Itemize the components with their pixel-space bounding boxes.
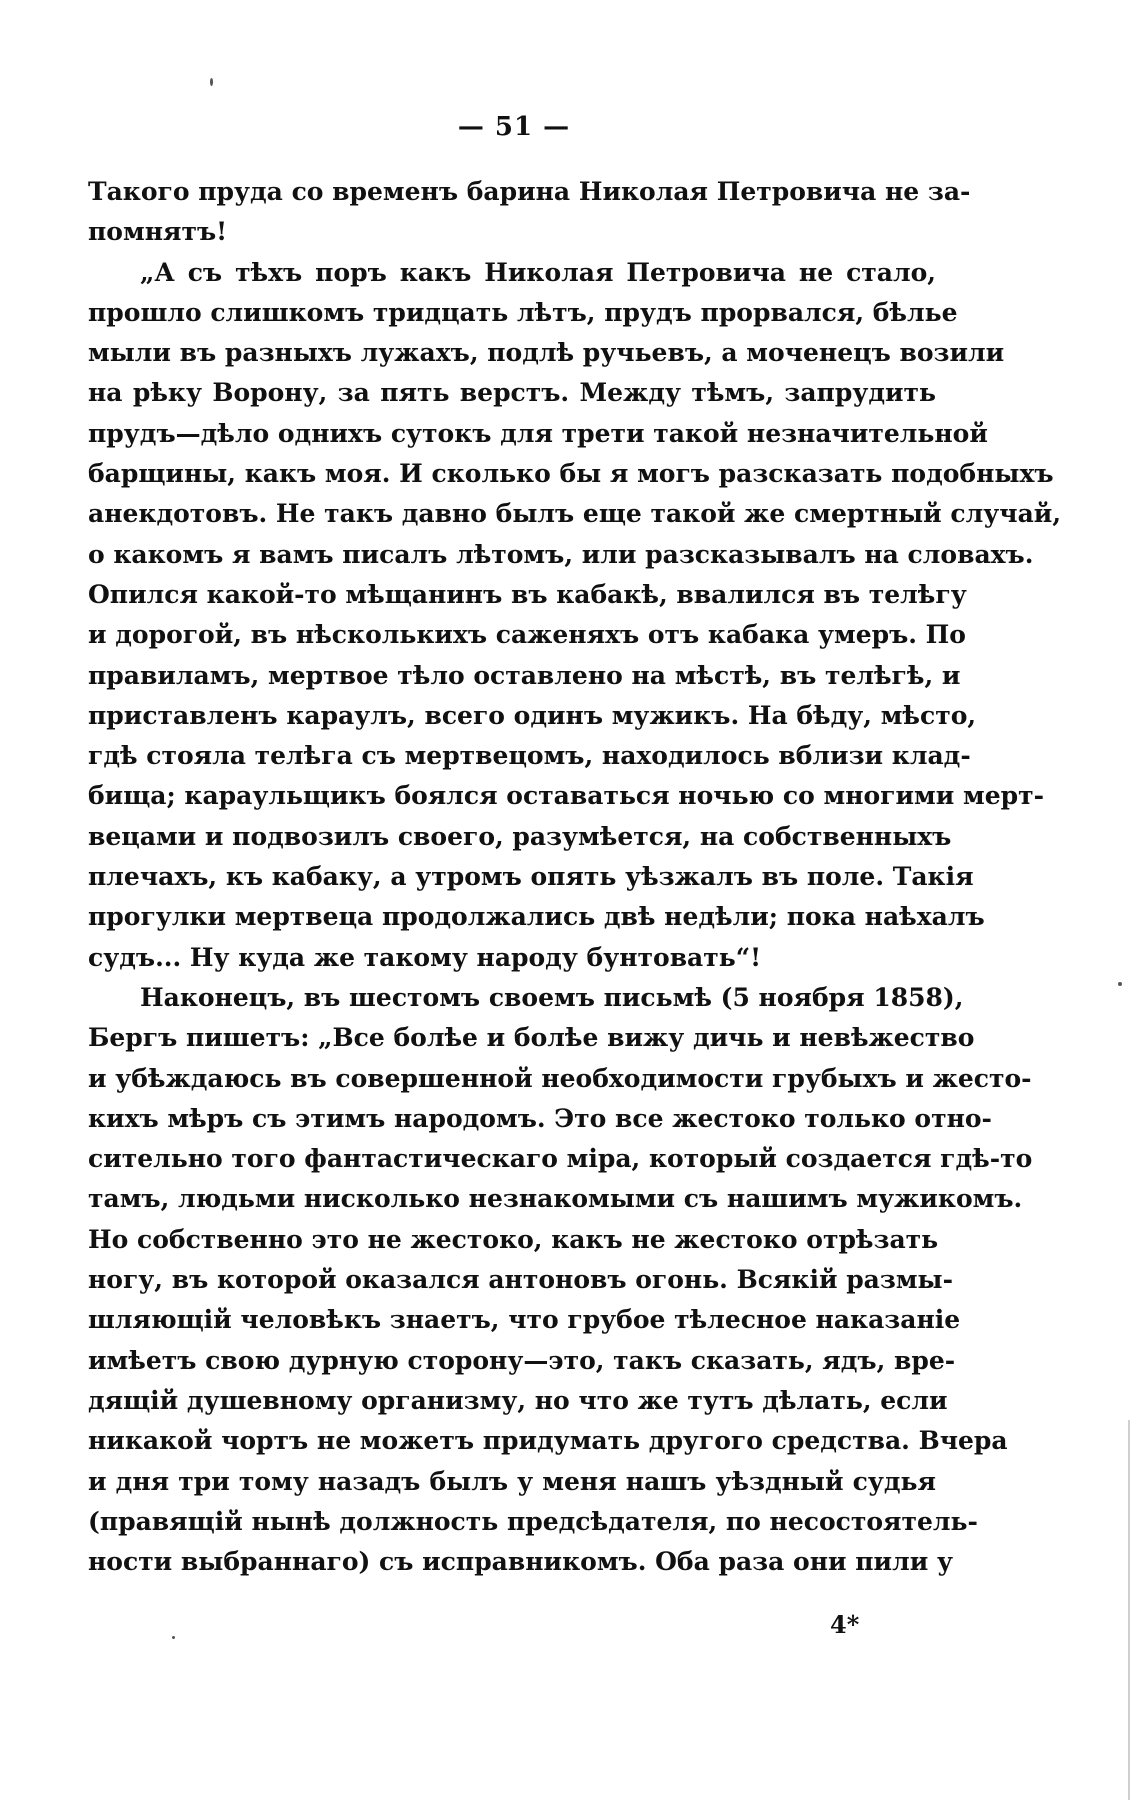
text-line: ногу, въ которой оказался антоновъ огонь. Всякій размы- xyxy=(88,1265,953,1295)
text-line: дящій душевному организму, но что же тутъ дѣлать, если xyxy=(88,1385,948,1415)
scan-speck xyxy=(210,78,213,86)
scan-speck xyxy=(1118,982,1122,986)
text-line: прогулки мертвеца продолжались двѣ недѣли; пока наѣхалъ xyxy=(88,902,985,932)
page-number: — 51 — xyxy=(457,112,571,142)
text-line: имѣетъ свою дурную сторону—это, такъ сказать, ядъ, вре- xyxy=(88,1345,956,1375)
text-line: Наконецъ, въ шестомъ своемъ письмѣ (5 ноября 1858), xyxy=(140,982,964,1012)
text-line: вецами и подвозилъ своего, разумѣется, на собственныхъ xyxy=(88,821,952,851)
text-line: гдѣ стояла телѣга съ мертвецомъ, находилось вблизи клад- xyxy=(88,741,971,771)
text-line: на рѣку Ворону, за пять верстъ. Между тѣмъ, запрудить xyxy=(88,378,936,408)
text-line: и дня три тому назадъ былъ у меня нашъ уѣздный судья xyxy=(88,1466,936,1496)
text-line: никакой чортъ не можетъ придумать другого средства. Вчера xyxy=(88,1426,1008,1456)
text-line: приставленъ караулъ, всего одинъ мужикъ. На бѣду, мѣсто, xyxy=(88,700,977,730)
text-line: Такого пруда со временъ барина Николая Петровича не за- xyxy=(88,177,971,206)
text-line: тамъ, людьми нисколько незнакомыми съ нашимъ мужикомъ. xyxy=(88,1184,1023,1214)
text-line: помнятъ! xyxy=(88,217,228,247)
body-text xyxy=(88,172,1062,1582)
scan-edge-line xyxy=(1128,1420,1130,1800)
text-line: и дорогой, въ нѣсколькихъ саженяхъ отъ кабака умеръ. По xyxy=(88,620,966,650)
text-line: судъ... Ну куда же такому народу бунтовать“! xyxy=(88,942,762,972)
text-line: сительно того фантастическаго міра, который создается гдѣ-то xyxy=(88,1144,1033,1174)
text-line: кихъ мѣръ съ этимъ народомъ. Это все жестоко только отно- xyxy=(88,1103,992,1133)
text-line: о какомъ я вамъ писалъ лѣтомъ, или разсказывалъ на словахъ. xyxy=(88,539,1034,569)
text-line: мыли въ разныхъ лужахъ, подлѣ ручьевъ, а моченецъ возили xyxy=(88,338,1005,368)
text-line: прошло слишкомъ тридцать лѣтъ, прудъ прорвался, бѣлье xyxy=(88,297,958,327)
text-line: плечахъ, къ кабаку, а утромъ опять уѣзжалъ въ поле. Такія xyxy=(88,862,974,892)
text-line: анекдотовъ. Не такъ давно былъ еще такой же смертный случай, xyxy=(88,499,1062,529)
text-line: „А съ тѣхъ поръ какъ Николая Петровича не стало, xyxy=(140,257,936,287)
text-line: (правящій нынѣ должность предсѣдателя, по несостоятель- xyxy=(88,1506,978,1536)
text-line: прудъ—дѣло однихъ сутокъ для трети такой незначительной xyxy=(88,418,988,448)
text-line: Опился какой-то мѣщанинъ въ кабакѣ, ввалился въ телѣгу xyxy=(88,579,967,609)
text-line: правиламъ, мертвое тѣло оставлено на мѣстѣ, въ телѣгѣ, и xyxy=(88,660,961,690)
text-line: бища; караульщикъ боялся оставаться ночью со многими мерт- xyxy=(88,781,1044,811)
text-line: ности выбраннаго) съ исправникомъ. Оба раза они пили у xyxy=(88,1547,953,1577)
text-line: Бергъ пишетъ: „Все болѣе и болѣе вижу дичь и невѣжество xyxy=(88,1023,975,1053)
text-line: Но собственно это не жестоко, какъ не жестоко отрѣзать xyxy=(88,1224,939,1254)
scan-speck xyxy=(172,1636,175,1639)
text-line: барщины, какъ моя. И сколько бы я могъ разсказать подобныхъ xyxy=(88,459,1054,489)
signature-mark: 4* xyxy=(830,1610,860,1639)
text-line: шляющій человѣкъ знаетъ, что грубое тѣлесное наказаніе xyxy=(88,1305,961,1335)
text-line: и убѣждаюсь въ совершенной необходимости грубыхъ и жесто- xyxy=(88,1063,1032,1093)
